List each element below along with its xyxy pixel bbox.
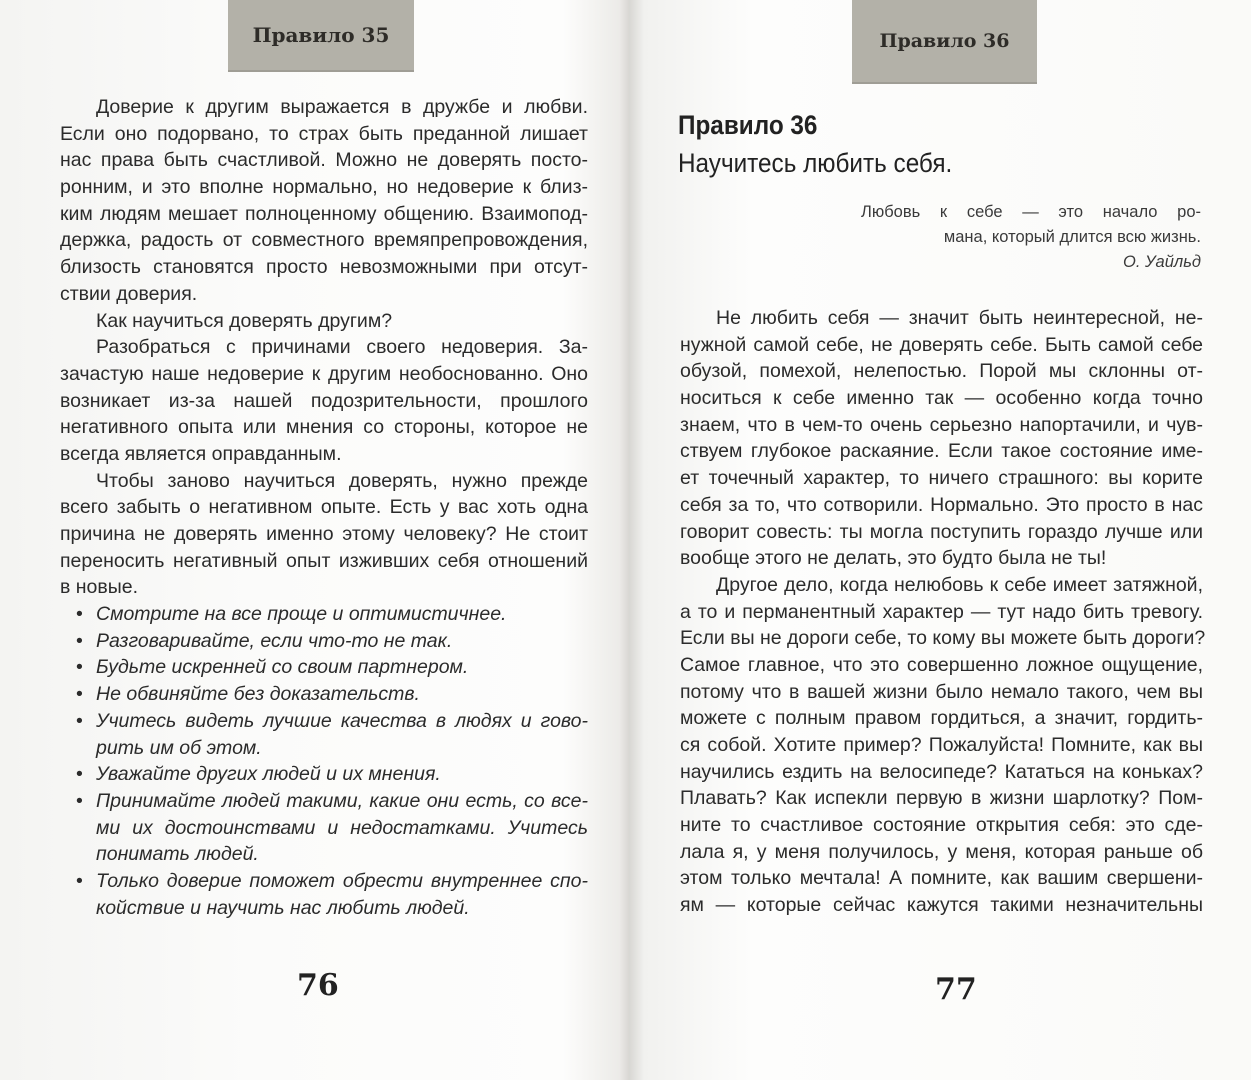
text-line: Другое дело, когда нелюбовь к себе имеет затяжной, [716, 573, 1203, 596]
list-item-line: • Разговаривайте, если что-то не так. [60, 628, 588, 655]
bullet-list [60, 601, 588, 921]
epigraph-line: Любовь к себе — это начало ро- [861, 203, 1201, 221]
list-item [60, 654, 588, 681]
text-line: держка, радость от совместного времяпрепровождения, [60, 229, 588, 252]
list-item-line: понимать людей. [96, 843, 259, 866]
text-line: Если оно подорвано, то страх быть преданной лишает [60, 122, 588, 145]
list-item [60, 761, 588, 788]
right-page-body [680, 305, 1206, 919]
list-item-line: • Учитесь видеть лучшие качества в людях и гово- [60, 708, 588, 735]
text-line: знаем, что в чем-то очень серьезно напортачили, и чув- [680, 413, 1203, 436]
text-line: в новые. [60, 576, 139, 599]
text-line: научились ездить на велосипеде? Кататься на коньках? [680, 760, 1203, 783]
text-line: можете с полным правом гордиться, а значит, гордить- [680, 707, 1203, 730]
header-tab-label: Правило 35 [252, 23, 390, 47]
text-line: возникает из-за нашей подозрительности, прошлого [60, 389, 588, 412]
text-line: ствии доверия. [60, 282, 198, 305]
text-line: ствуем глубокое раскаяние. Если такое состояние име- [680, 440, 1203, 463]
paragraph [60, 308, 588, 335]
list-item [60, 708, 588, 761]
paragraph [680, 305, 1203, 572]
list-item [60, 601, 588, 628]
text-line: вообще этого не делать, это будто была не ты! [680, 547, 1107, 570]
list-item [60, 681, 588, 708]
text-line: лала я, у меня получилось, у меня, которая раньше об [680, 840, 1203, 863]
text-line: всегда является оправданным. [60, 442, 342, 465]
text-line: причина не доверять именно этому человеку? Не стоит [60, 523, 588, 545]
list-item [60, 868, 588, 921]
list-item-line: рить им об этом. [96, 736, 262, 759]
list-item-line: • Уважайте других людей и их мнения. [60, 761, 588, 788]
rule-subtitle: Научитесь любить себя. [678, 148, 953, 178]
text-line: потому что в вашей жизни было немало такого, чем вы [680, 680, 1203, 703]
left-page-body [60, 94, 588, 921]
chapter-header-tab-left [228, 0, 414, 72]
page-number-left: 76 [297, 968, 339, 1003]
text-line: ям — которые сейчас кажутся такими незначительны [680, 894, 1203, 917]
text-line: говорит совесть: ты могла поступить гораздо лучше или [680, 520, 1203, 543]
text-line: Плавать? Как испекли первую в жизни шарлотку? Пом- [680, 787, 1203, 810]
text-line: зачастую наше недоверие к другим необоснованно. Оно [60, 362, 588, 385]
text-line: нужной самой себе, не доверять себе. Быть самой себе [680, 333, 1203, 356]
text-line: а то и перманентный характер — тут надо бить тревогу. [680, 600, 1203, 623]
list-item [60, 628, 588, 655]
text-line: обузой, помехой, нелепостью. Порой мы склонны от- [680, 360, 1203, 383]
epigraph-line: мана, который длится всю жизнь. [943, 228, 1201, 246]
text-line: близость становятся просто невозможными при отсут- [60, 256, 588, 279]
list-item-line: • Не обвиняйте без доказательств. [60, 681, 588, 708]
list-item-line: койствие и научить нас любить людей. [96, 896, 470, 919]
list-item-line: • Смотрите на все проще и оптимистичнее. [60, 601, 588, 628]
list-item-line: • Принимайте людей такими, какие они есть, со все- [60, 788, 588, 815]
epigraph-author: О. Уайльд [1122, 253, 1201, 271]
paragraph [680, 572, 1206, 919]
paragraph [60, 334, 588, 467]
text-line: Самое главное, что это совершенно ложное ощущение, [680, 653, 1203, 676]
text-line: ким людям мешает полноценному общению. Взаимопод- [60, 202, 588, 225]
list-item [60, 788, 588, 868]
page-number-right: 77 [935, 972, 977, 1007]
text-line: ронним, и это вполне нормально, но недоверие к близ- [60, 176, 588, 199]
text-line: Если вы не дороги себе, то кому вы можете быть дороги? [680, 627, 1206, 650]
list-item-line: ми их достоинствами и недостатками. Учитесь [96, 816, 588, 839]
header-tab-label: Правило 36 [879, 30, 1010, 52]
text-line: Как научиться доверять другим? [96, 309, 393, 332]
text-line: ся собой. Хотите пример? Пожалуйста! Помните, как вы [680, 734, 1203, 756]
text-line: носиться к себе именно так — особенно когда точно [680, 387, 1203, 410]
paragraph [60, 94, 588, 308]
text-line: Разобраться с причинами своего недоверия. За- [96, 336, 588, 359]
text-line: Чтобы заново научиться доверять, нужно прежде [96, 469, 588, 492]
text-line: Не любить себя — значит быть неинтересной, не- [716, 307, 1203, 329]
text-line: ет точечный характер, то ничего страшного: вы корите [680, 467, 1203, 490]
epigraph [861, 200, 1201, 272]
text-line: переносить негативный опыт изживших себя отношений [60, 549, 588, 572]
text-line: всего забыть о негативном опыте. Есть у вас хоть одна [60, 496, 588, 519]
rule-title: Правило 36 [678, 110, 818, 140]
paragraph [60, 468, 588, 601]
list-item-line: • Только доверие поможет обрести внутреннее спо- [60, 868, 588, 895]
text-line: себя за то, что сотворили. Нормально. Это просто в нас [680, 493, 1203, 516]
list-item-line: • Будьте искренней со своим партнером. [60, 654, 588, 681]
text-line: нас права быть счастливой. Можно не доверять посто- [60, 149, 588, 172]
text-line: Доверие к другим выражается в дружбе и любви. [96, 96, 588, 118]
text-line: этом только мечтала! А помните, как вашим свершени- [680, 867, 1203, 890]
text-line: негативного опыта или мнения со стороны, которое не [60, 416, 588, 439]
text-line: ните то счастливое состояние открытия себя: это сде- [680, 814, 1203, 837]
chapter-header-tab-right [852, 0, 1037, 84]
